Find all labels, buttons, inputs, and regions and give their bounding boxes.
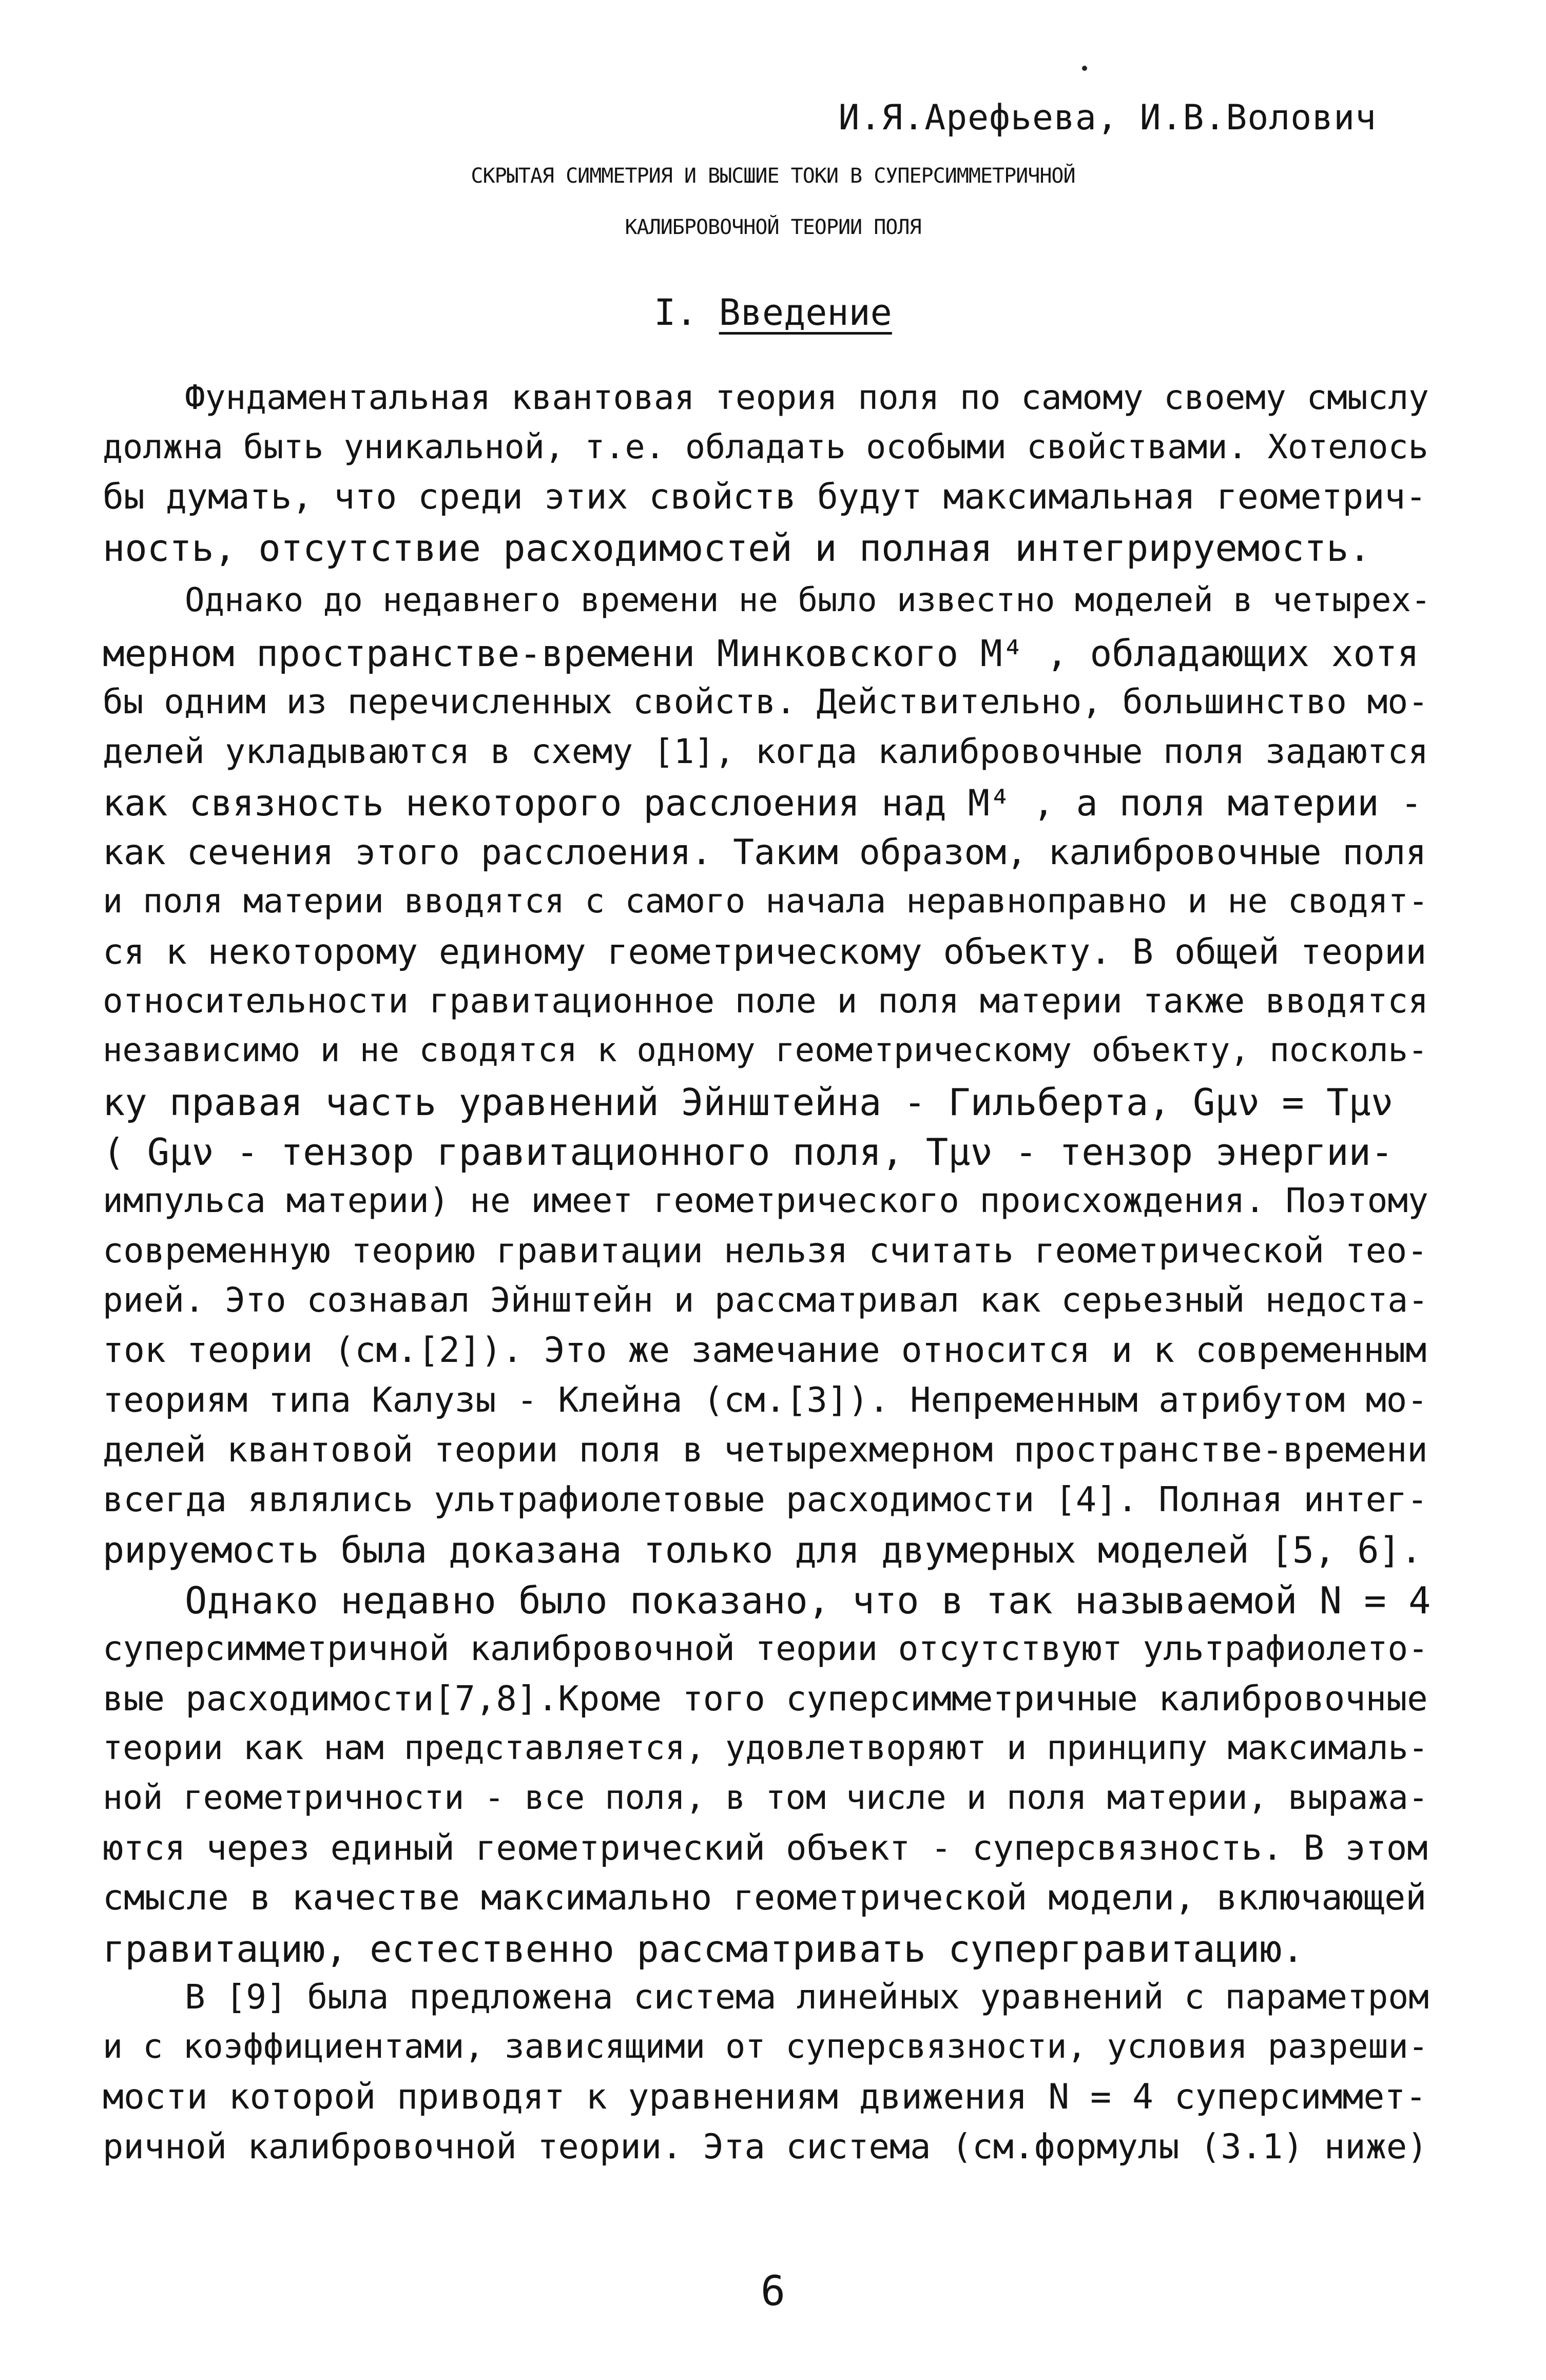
text-line: ность, отсутствие расходимостей и полная интегрируемость. [103,526,1371,570]
text-line: импульса материи) не имеет геометрического происхождения. Поэтому [103,1181,1428,1220]
text-line: ной геометричности - все поля, в том числе и поля материи, выража- [103,1779,1428,1817]
text-line: Фундаментальная квантовая теория поля по самому своему смыслу [185,378,1429,417]
text-line: должна быть уникальной, т.е. обладать особыми свойствами. Хотелось [103,428,1428,466]
text-line: Однако до недавнего времени не было известно моделей в четырех- [185,581,1431,619]
text-line: гравитацию, естественно рассматривать супергравитацию. [103,1927,1304,1971]
text-line: бы думать, что среди этих свойств будут максимальная геометрич- [103,477,1427,517]
text-line: теории как нам представляется, удовлетворяют и принципу максималь- [103,1729,1428,1767]
text-line: вые расходимости[7,8].Кроме того суперсимметричные калибровочные [103,1679,1428,1719]
speck-mark [1082,66,1087,71]
text-line: мости которой приводят к уравнениям движения N = 4 суперсиммет- [103,2077,1427,2117]
text-line: относительности гравитационное поле и поля материи также вводятся [103,981,1428,1021]
text-line: рией. Это сознавал Эйнштейн и рассматривал как серьезный недоста- [103,1280,1428,1320]
text-line: независимо и не сводятся к одному геометрическому объекту, посколь- [103,1031,1428,1069]
text-line: современную теорию гравитации нельзя считать геометрической тео- [103,1231,1428,1271]
text-line: бы одним из перечисленных свойств. Действительно, большинство мо- [103,682,1428,721]
text-line: и с коэффициентами, зависящими от суперсвязности, условия разреши- [103,2027,1428,2066]
text-line: как связность некоторого расслоения над M⁴ , а поля материи - [103,782,1422,824]
text-line: суперсимметричной калибровочной теории отсутствуют ультрафиолето- [103,1629,1428,1668]
text-line: рируемость была доказана только для двумерных моделей [5, 6]. [103,1529,1422,1571]
page-number: 6 [760,2267,786,2315]
text-line: всегда являлись ультрафиолетовые расходимости [4]. Полная интег- [103,1479,1428,1519]
text-line: ся к некоторому единому геометрическому объекту. В общей теории [103,932,1427,972]
text-line: мерном пространстве-времени Минковского M⁴ , обладающих хотя [103,632,1419,675]
text-line: В [9] была предложена система линейных уравнений с параметром [185,1977,1429,2017]
text-line: ток теории (см.[2]). Это же замечание относится и к современным [103,1330,1427,1371]
text-line: как сечения этого расслоения. Таким образом, калибровочные поля [103,832,1427,873]
section-number: I. [654,291,698,334]
text-line: Однако недавно было показано, что в так называемой N = 4 [185,1579,1431,1622]
text-line: делей укладываются в схему [1], когда калибровочные поля задаются [103,732,1428,771]
text-line: ку правая часть уравнений Эйнштейна - Гильберта, Gμν = Tμν [103,1081,1394,1124]
text-line: ( Gμν - тензор гравитационного поля, Tμν - тензор энергии- [103,1130,1394,1174]
title-line-1: СКРЫТАЯ СИММЕТРИЯ И ВЫСШИЕ ТОКИ В СУПЕРСИММЕТРИЧНОЙ [471,164,1075,188]
text-line: теориям типа Калузы - Клейна (см.[3]). Непременным атрибутом мо- [103,1380,1428,1420]
authors: И.Я.Арефьева, И.В.Волович [838,97,1377,138]
text-line: смысле в качестве максимально геометрической модели, включающей [103,1878,1427,1918]
section-title: Введение [719,291,892,334]
title-line-2: КАЛИБРОВОЧНОЙ ТЕОРИИ ПОЛЯ [625,216,921,239]
text-line: и поля материи вводятся с самого начала неравноправно и не сводят- [103,882,1428,921]
text-line: ричной калибровочной теории. Эта система (см.формулы (3.1) ниже) [103,2127,1428,2167]
text-line: делей квантовой теории поля в четырехмерном пространстве-времени [103,1430,1428,1470]
text-line: ются через единый геометрический объект - суперсвязность. В этом [103,1828,1428,1868]
section-heading [0,291,1546,334]
